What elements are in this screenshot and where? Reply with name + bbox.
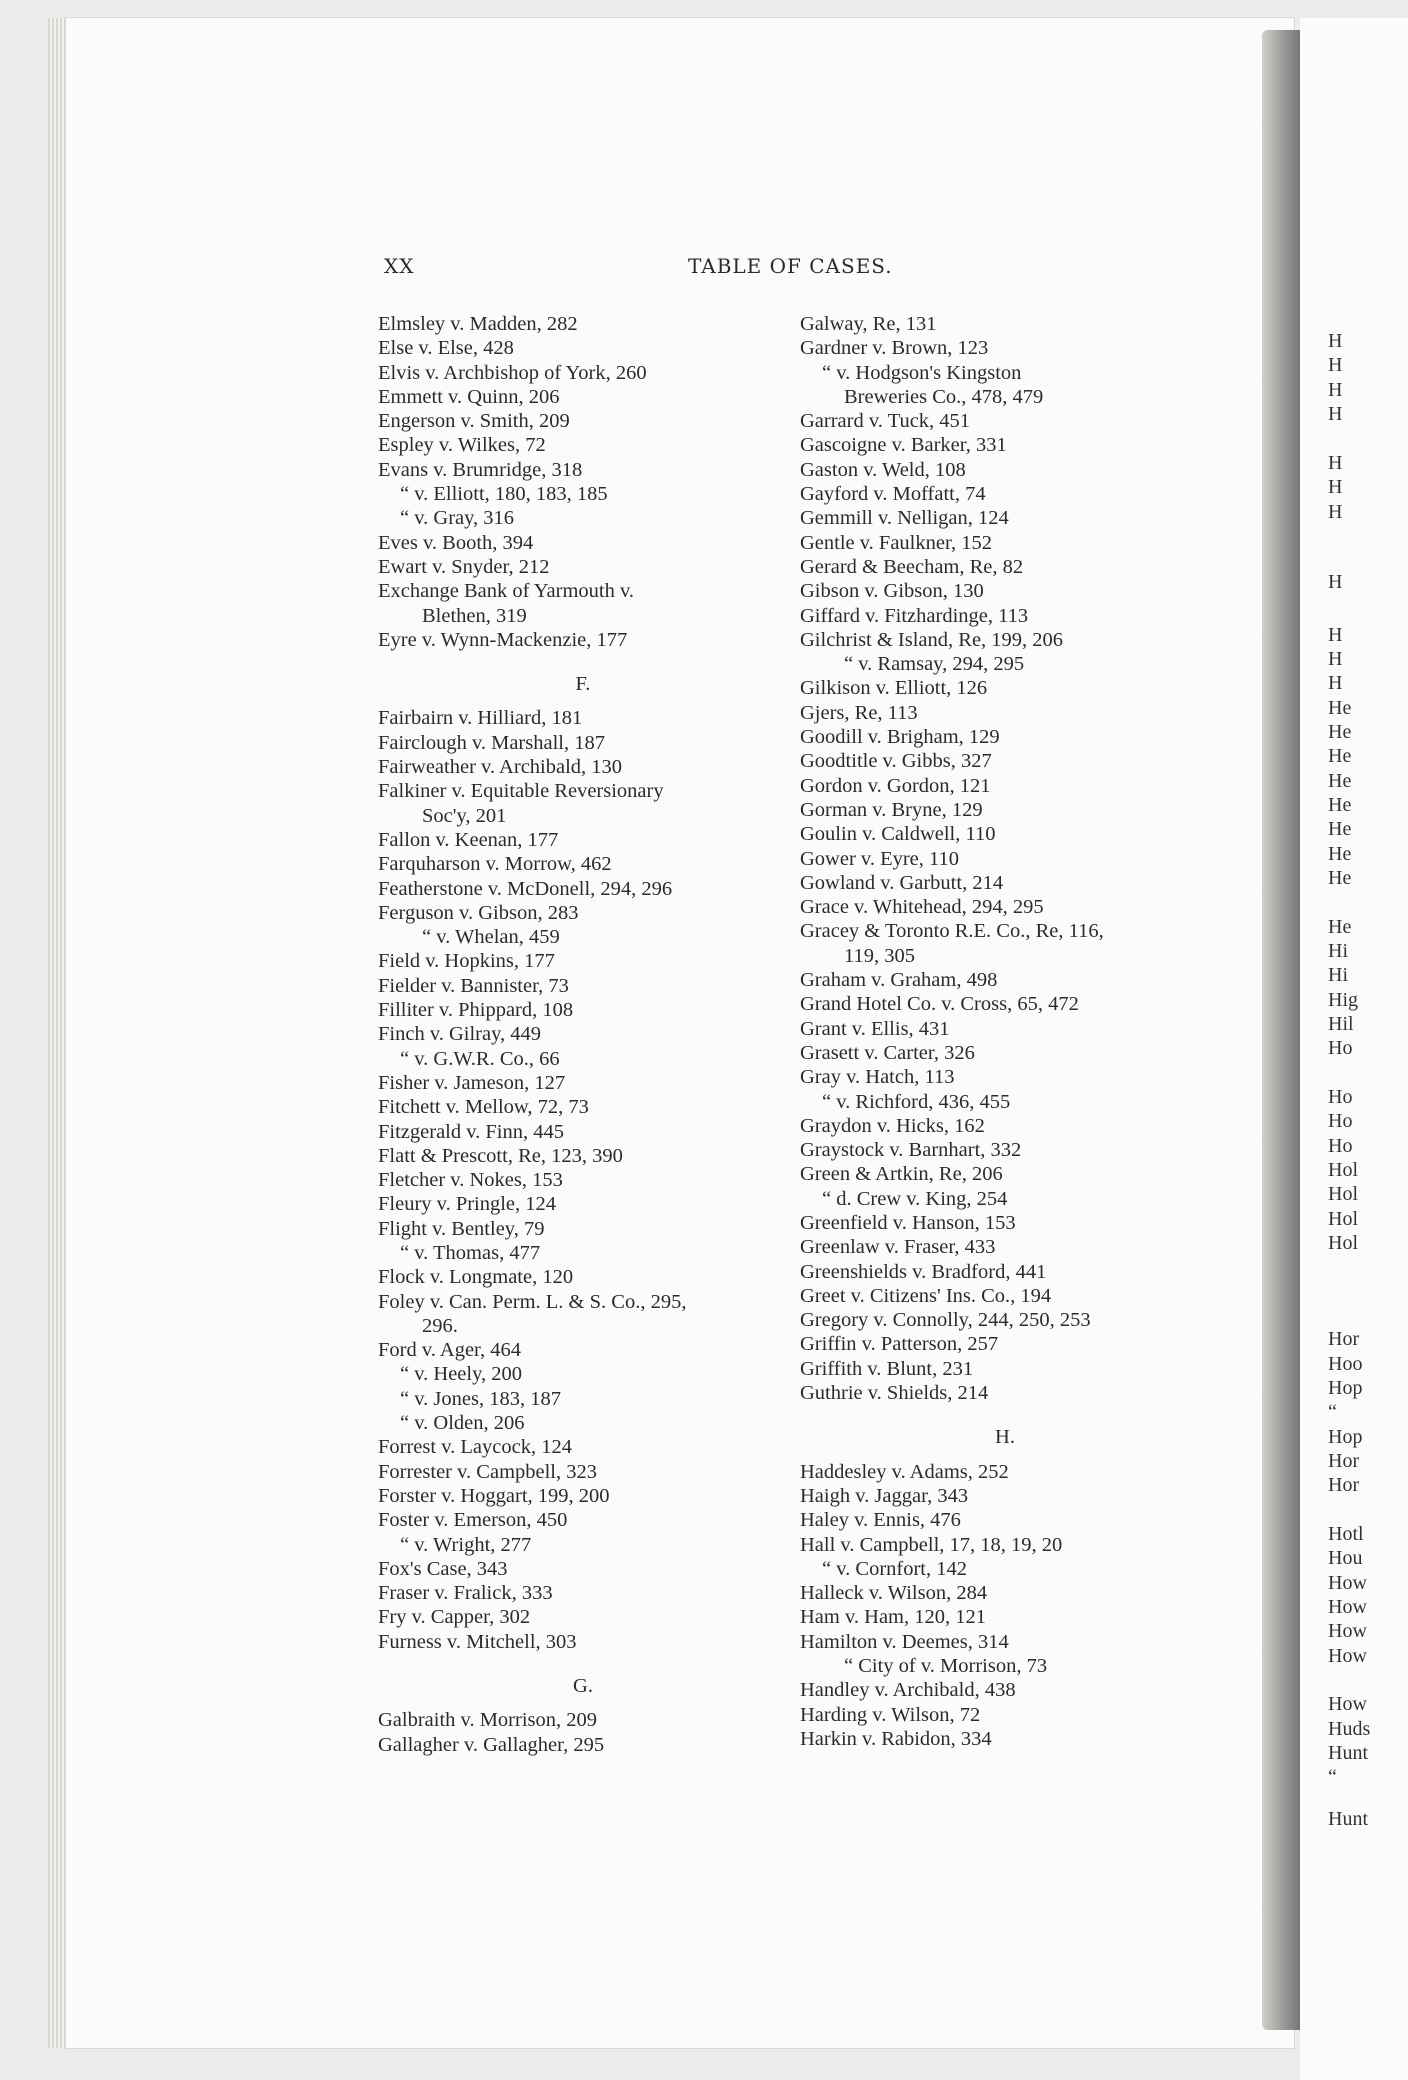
facing-page-text: “ (1328, 1766, 1337, 1788)
case-entry: Gorman v. Bryne, 129 (800, 798, 983, 821)
facing-page-text: Hunt (1328, 1808, 1368, 1830)
case-entry: Handley v. Archibald, 438 (800, 1679, 1016, 1702)
case-entry: Farquharson v. Morrow, 462 (378, 853, 612, 876)
case-entry: Galbraith v. Morrison, 209 (378, 1709, 598, 1732)
case-entry: Fairbairn v. Hilliard, 181 (378, 707, 583, 730)
case-entry: “ v. Elliott, 180, 183, 185 (400, 483, 608, 506)
case-entry: “ v. Jones, 183, 187 (400, 1387, 561, 1410)
case-entry: Goodill v. Brigham, 129 (800, 726, 1000, 749)
case-entry: Griffith v. Blunt, 231 (800, 1357, 974, 1380)
case-entry: Emmett v. Quinn, 206 (378, 385, 560, 408)
case-entry: Halleck v. Wilson, 284 (800, 1582, 988, 1605)
page-number: XX (384, 254, 415, 278)
case-entry: Eves v. Booth, 394 (378, 531, 534, 554)
facing-page-text: Hor (1328, 1474, 1360, 1496)
case-entry: Haigh v. Jaggar, 343 (800, 1484, 969, 1507)
facing-page-text: H (1328, 648, 1343, 670)
case-entry: “ v. Ramsay, 294, 295 (844, 653, 1025, 676)
case-entry: Forster v. Hoggart, 199, 200 (378, 1484, 610, 1507)
case-entry: Grace v. Whitehead, 294, 295 (800, 896, 1044, 919)
case-entry: Griffin v. Patterson, 257 (800, 1333, 999, 1356)
facing-page-text: H (1328, 672, 1343, 694)
case-entry: Ewart v. Snyder, 212 (378, 555, 550, 578)
case-entry: Fleury v. Pringle, 124 (378, 1193, 557, 1216)
case-entry: Furness v. Mitchell, 303 (378, 1630, 577, 1653)
case-entry: Grasett v. Carter, 326 (800, 1041, 975, 1064)
case-entry: Haddesley v. Adams, 252 (800, 1460, 1009, 1483)
case-entry: Ham v. Ham, 120, 121 (800, 1606, 986, 1629)
case-entry: Fox's Case, 343 (378, 1557, 508, 1580)
facing-page-text: H (1328, 571, 1343, 593)
facing-page-text: Hol (1328, 1159, 1358, 1181)
case-entry: Gardner v. Brown, 123 (800, 337, 989, 360)
facing-page-text: He (1328, 721, 1352, 743)
case-entry: “ d. Crew v. King, 254 (822, 1187, 1008, 1210)
case-entry: “ v. Richford, 436, 455 (822, 1090, 1011, 1113)
case-entry: Gascoigne v. Barker, 331 (800, 434, 1007, 457)
facing-page-text: Ho (1328, 1135, 1353, 1157)
case-entry: Greenlaw v. Fraser, 433 (800, 1236, 996, 1259)
case-entry: Forrester v. Campbell, 323 (378, 1460, 598, 1483)
case-entry: 296. (422, 1314, 458, 1337)
facing-page-text: He (1328, 770, 1352, 792)
case-entry: Harkin v. Rabidon, 334 (800, 1727, 992, 1750)
facing-page-text: Ho (1328, 1086, 1353, 1108)
case-entry: Greenshields v. Bradford, 441 (800, 1260, 1047, 1283)
case-entry: Exchange Bank of Yarmouth v. (378, 580, 635, 603)
case-entry: Grand Hotel Co. v. Cross, 65, 472 (800, 993, 1079, 1016)
case-entry: Fitzgerald v. Finn, 445 (378, 1120, 565, 1143)
case-entry: Falkiner v. Equitable Reversionary (378, 780, 664, 803)
case-entry: “ v. G.W.R. Co., 66 (400, 1047, 560, 1070)
case-entry: Graydon v. Hicks, 162 (800, 1114, 985, 1137)
facing-page-text: Hou (1328, 1547, 1363, 1569)
facing-page-text: H (1328, 501, 1343, 523)
case-entry: “ v. Heely, 200 (400, 1363, 523, 1386)
case-entry: Fry v. Capper, 302 (378, 1606, 531, 1629)
facing-page-text: Hig (1328, 989, 1358, 1011)
page-title: TABLE OF CASES. (688, 254, 893, 278)
case-entry: Flatt & Prescott, Re, 123, 390 (378, 1144, 623, 1167)
facing-page-text: “ (1328, 1401, 1337, 1423)
facing-page-text: How (1328, 1572, 1367, 1594)
facing-page-text: H (1328, 624, 1343, 646)
case-entry: Breweries Co., 478, 479 (844, 385, 1044, 408)
facing-page-text: He (1328, 697, 1352, 719)
case-entry: Hamilton v. Deemes, 314 (800, 1630, 1009, 1653)
case-entry: 119, 305 (844, 944, 915, 967)
facing-page-text: H (1328, 403, 1343, 425)
facing-page-text: Huds (1328, 1718, 1371, 1740)
case-entry: Haley v. Ennis, 476 (800, 1509, 961, 1532)
case-entry: Gallagher v. Gallagher, 295 (378, 1733, 605, 1756)
case-entry: Fisher v. Jameson, 127 (378, 1071, 566, 1094)
case-entry: Field v. Hopkins, 177 (378, 950, 555, 973)
facing-page-text: Ho (1328, 1110, 1353, 1132)
case-entry: Engerson v. Smith, 209 (378, 410, 570, 433)
facing-page-text: Hi (1328, 964, 1348, 986)
case-entry: Green & Artkin, Re, 206 (800, 1163, 1003, 1186)
case-entry: “ v. Olden, 206 (400, 1412, 525, 1435)
facing-page-text: Hi (1328, 940, 1348, 962)
facing-page-text: Hol (1328, 1208, 1358, 1230)
case-entry: Flock v. Longmate, 120 (378, 1266, 574, 1289)
facing-page-text: How (1328, 1693, 1367, 1715)
facing-page-text: Hunt (1328, 1742, 1368, 1764)
case-entry: Eyre v. Wynn-Mackenzie, 177 (378, 628, 628, 651)
facing-page-text: He (1328, 916, 1352, 938)
case-entry: Garrard v. Tuck, 451 (800, 410, 971, 433)
case-entry: Fairclough v. Marshall, 187 (378, 731, 605, 754)
case-entry: Fallon v. Keenan, 177 (378, 828, 559, 851)
page-header (384, 254, 1264, 288)
case-entry: Gaston v. Weld, 108 (800, 458, 966, 481)
case-entry: Foster v. Emerson, 450 (378, 1509, 568, 1532)
facing-page-text: Hoo (1328, 1353, 1363, 1375)
facing-page-text: H (1328, 330, 1343, 352)
case-entry: Graystock v. Barnhart, 332 (800, 1139, 1022, 1162)
facing-page-text: Hor (1328, 1328, 1360, 1350)
case-entry: Fairweather v. Archibald, 130 (378, 756, 623, 779)
facing-page-text: How (1328, 1596, 1367, 1618)
facing-page-text: Hil (1328, 1013, 1354, 1035)
case-entry: “ v. Cornfort, 142 (822, 1557, 967, 1580)
case-entry: Gjers, Re, 113 (800, 701, 918, 724)
case-entry: Gordon v. Gordon, 121 (800, 774, 991, 797)
case-entry: Gray v. Hatch, 113 (800, 1066, 955, 1089)
case-entry: Gowland v. Garbutt, 214 (800, 871, 1004, 894)
case-entry: Else v. Else, 428 (378, 337, 514, 360)
facing-page-text: Hor (1328, 1450, 1360, 1472)
case-entry: Gilchrist & Island, Re, 199, 206 (800, 628, 1064, 651)
case-entry: Harding v. Wilson, 72 (800, 1703, 981, 1726)
case-entry: Guthrie v. Shields, 214 (800, 1382, 989, 1405)
case-entry: Gracey & Toronto R.E. Co., Re, 116, (800, 920, 1104, 943)
case-entry: Flight v. Bentley, 79 (378, 1217, 545, 1240)
facing-page-text: H (1328, 354, 1343, 376)
section-letter: H. (995, 1426, 1015, 1449)
case-entry: “ City of v. Morrison, 73 (844, 1655, 1048, 1678)
facing-page-text: H (1328, 379, 1343, 401)
case-entry: “ v. Hodgson's Kingston (822, 361, 1022, 384)
case-entry: “ v. Wright, 277 (400, 1533, 532, 1556)
case-entry: Goulin v. Caldwell, 110 (800, 823, 996, 846)
facing-page-text: He (1328, 745, 1352, 767)
case-entry: Elmsley v. Madden, 282 (378, 313, 578, 335)
facing-page-text: Hotl (1328, 1523, 1364, 1545)
case-entry: Espley v. Wilkes, 72 (378, 434, 546, 457)
facing-page-text: H (1328, 452, 1343, 474)
case-entry: Gilkison v. Elliott, 126 (800, 677, 988, 700)
case-entry: Ford v. Ager, 464 (378, 1339, 522, 1362)
facing-page-text: Hop (1328, 1426, 1363, 1448)
right-case-column (800, 312, 1210, 1751)
case-entry: Fletcher v. Nokes, 153 (378, 1169, 563, 1192)
section-letter: G. (573, 1675, 593, 1698)
case-entry: Gayford v. Moffatt, 74 (800, 483, 986, 506)
facing-page-text: He (1328, 867, 1352, 889)
case-entry: Fielder v. Bannister, 73 (378, 974, 569, 997)
case-entry: Gemmill v. Nelligan, 124 (800, 507, 1009, 530)
facing-page-text: Hol (1328, 1232, 1358, 1254)
case-entry: Galway, Re, 131 (800, 313, 937, 335)
facing-page-text: H (1328, 476, 1343, 498)
facing-page-text: Hol (1328, 1183, 1358, 1205)
case-entry: Gerard & Beecham, Re, 82 (800, 555, 1024, 578)
case-entry: Gregory v. Connolly, 244, 250, 253 (800, 1309, 1091, 1332)
case-entry: “ v. Whelan, 459 (422, 926, 560, 949)
facing-page-text: Hop (1328, 1377, 1363, 1399)
left-case-column (378, 312, 788, 1757)
case-entry: Forrest v. Laycock, 124 (378, 1436, 572, 1459)
case-entry: Hall v. Campbell, 17, 18, 19, 20 (800, 1533, 1063, 1556)
case-entry: Greet v. Citizens' Ins. Co., 194 (800, 1284, 1052, 1307)
case-entry: Soc'y, 201 (422, 804, 507, 827)
case-entry: Gibson v. Gibson, 130 (800, 580, 984, 603)
case-entry: “ v. Thomas, 477 (400, 1241, 541, 1264)
facing-page-text: How (1328, 1620, 1367, 1642)
case-entry: Giffard v. Fitzhardinge, 113 (800, 604, 1029, 627)
case-entry: Featherstone v. McDonell, 294, 296 (378, 877, 673, 900)
case-entry: Greenfield v. Hanson, 153 (800, 1211, 1016, 1234)
facing-page-text: Ho (1328, 1037, 1353, 1059)
case-entry: Gentle v. Faulkner, 152 (800, 531, 992, 554)
case-entry: Ferguson v. Gibson, 283 (378, 901, 579, 924)
case-entry: Foley v. Can. Perm. L. & S. Co., 295, (378, 1290, 687, 1313)
case-entry: Grant v. Ellis, 431 (800, 1017, 950, 1040)
facing-page-text: He (1328, 794, 1352, 816)
facing-page-fragment (1300, 18, 1408, 2080)
section-letter: F. (575, 673, 591, 696)
case-entry: “ v. Gray, 316 (400, 507, 515, 530)
case-entry: Filliter v. Phippard, 108 (378, 999, 574, 1022)
facing-page-text: How (1328, 1645, 1367, 1667)
case-entry: Fitchett v. Mellow, 72, 73 (378, 1096, 589, 1119)
case-entry: Evans v. Brumridge, 318 (378, 458, 583, 481)
case-entry: Goodtitle v. Gibbs, 327 (800, 750, 992, 773)
case-entry: Graham v. Graham, 498 (800, 969, 998, 992)
case-entry: Finch v. Gilray, 449 (378, 1023, 542, 1046)
case-entry: Fraser v. Fralick, 333 (378, 1582, 553, 1605)
case-entry: Gower v. Eyre, 110 (800, 847, 960, 870)
case-entry: Blethen, 319 (422, 604, 527, 627)
case-entry: Elvis v. Archbishop of York, 260 (378, 361, 647, 384)
facing-page-text: He (1328, 843, 1352, 865)
facing-page-text: He (1328, 818, 1352, 840)
